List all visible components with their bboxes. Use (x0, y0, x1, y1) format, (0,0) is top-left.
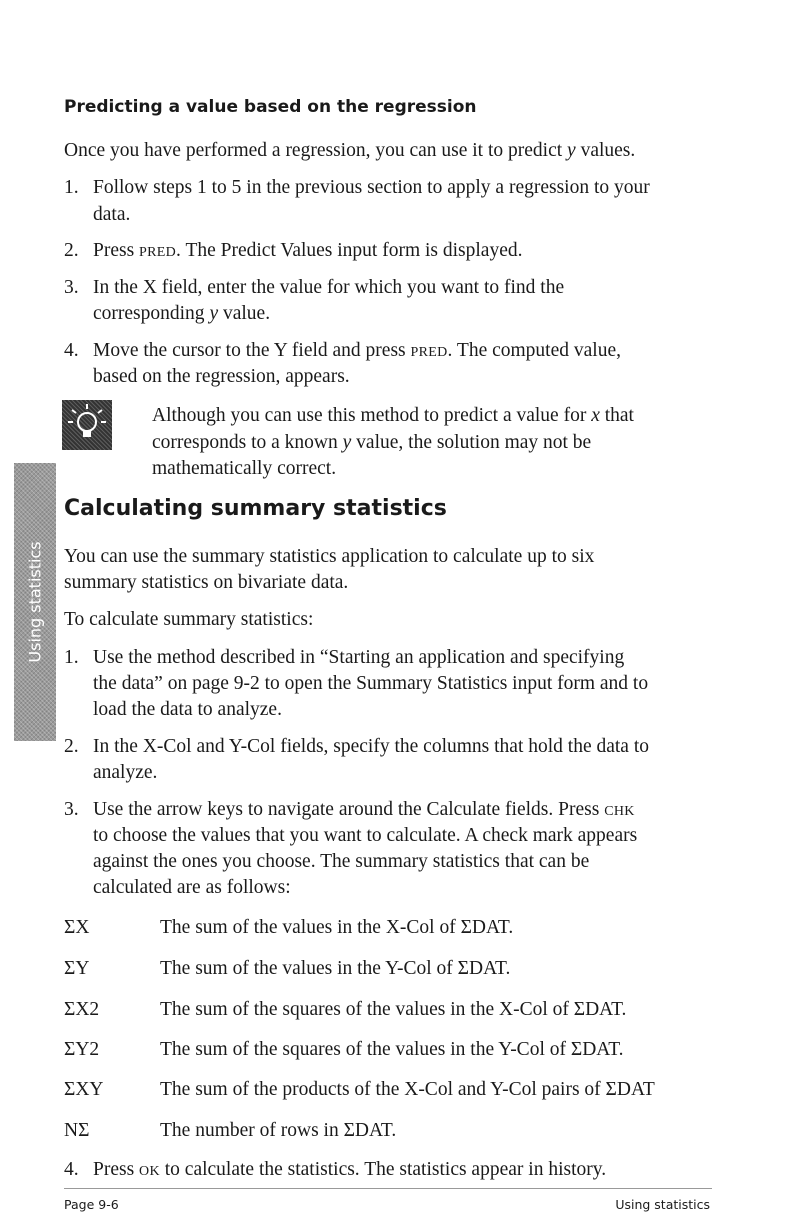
definition-term: ΣY (64, 958, 90, 979)
intro-paragraph: Once you have performed a regression, you can use it to predict y values. (64, 140, 636, 161)
step-number: 3. (64, 277, 79, 298)
definition-desc: The sum of the squares of the values in the X-Col of ΣDAT. (160, 999, 627, 1020)
step-text: to choose the values that you want to calculate. A check mark appears (93, 825, 638, 846)
key-pred: PRED (139, 245, 177, 260)
chapter-tab (14, 463, 56, 741)
intro-paragraph: You can use the summary statistics application to calculate up to six (64, 546, 595, 567)
step-text: Press PRED. The Predict Values input form is displayed. (93, 240, 523, 261)
step-text: Move the cursor to the Y field and press PRED. The computed value, (93, 340, 621, 361)
step-text: Press OK to calculate the statistics. The statistics appear in history. (93, 1159, 607, 1180)
step-text: In the X field, enter the value for which you want to find the (93, 277, 565, 298)
step-text: calculated are as follows: (93, 877, 291, 898)
definition-term: ΣY2 (64, 1039, 100, 1060)
step-number: 1. (64, 177, 79, 198)
footer-page-number: Page 9-6 (64, 1197, 119, 1212)
step-number: 4. (64, 340, 79, 361)
intro-paragraph: summary statistics on bivariate data. (64, 572, 349, 593)
key-pred: PRED (410, 345, 448, 360)
definition-desc: The number of rows in ΣDAT. (160, 1120, 397, 1141)
step-number: 3. (64, 799, 79, 820)
step-text: the data” on page 9-2 to open the Summary Statistics input form and to (93, 673, 649, 694)
definition-desc: The sum of the values in the X-Col of ΣDAT. (160, 917, 514, 938)
step-text: load the data to analyze. (93, 699, 282, 720)
definition-term: ΣX (64, 917, 90, 938)
definition-term: ΣX2 (64, 999, 100, 1020)
footer-rule (64, 1188, 712, 1189)
chapter-tab-label: Using statistics (25, 541, 45, 663)
step-text: Follow steps 1 to 5 in the previous section to apply a regression to your (93, 177, 650, 198)
note-text: corresponds to a known y value, the solution may not be (152, 432, 592, 453)
definition-desc: The sum of the values in the Y-Col of ΣDAT. (160, 958, 511, 979)
step-number: 2. (64, 240, 79, 261)
lightbulb-hint-icon (62, 400, 112, 450)
section-heading-summary: Calculating summary statistics (64, 496, 447, 521)
section-heading-predicting: Predicting a value based on the regression (64, 97, 477, 117)
definition-term: NΣ (64, 1120, 90, 1141)
step-text: based on the regression, appears. (93, 366, 350, 387)
step-text: In the X-Col and Y-Col fields, specify the columns that hold the data to (93, 736, 649, 757)
step-text: Use the arrow keys to navigate around the Calculate fields. Press CHK (93, 799, 635, 820)
lead-text: To calculate summary statistics: (64, 609, 314, 630)
step-text: Use the method described in “Starting an application and specifying (93, 647, 625, 668)
step-text: against the ones you choose. The summary statistics that can be (93, 851, 590, 872)
definition-term: ΣXY (64, 1079, 104, 1100)
step-text: analyze. (93, 762, 158, 783)
key-chk: CHK (604, 804, 635, 819)
note-text: mathematically correct. (152, 458, 337, 479)
definition-desc: The sum of the squares of the values in the Y-Col of ΣDAT. (160, 1039, 624, 1060)
note-text: Although you can use this method to predict a value for x that (152, 405, 634, 426)
step-number: 1. (64, 647, 79, 668)
step-number: 2. (64, 736, 79, 757)
step-number: 4. (64, 1159, 79, 1180)
definition-desc: The sum of the products of the X-Col and Y-Col pairs of ΣDAT (160, 1079, 655, 1100)
step-text: data. (93, 204, 131, 225)
footer-chapter: Using statistics (615, 1197, 710, 1212)
step-text: corresponding y value. (93, 303, 271, 324)
key-ok: OK (139, 1164, 160, 1179)
